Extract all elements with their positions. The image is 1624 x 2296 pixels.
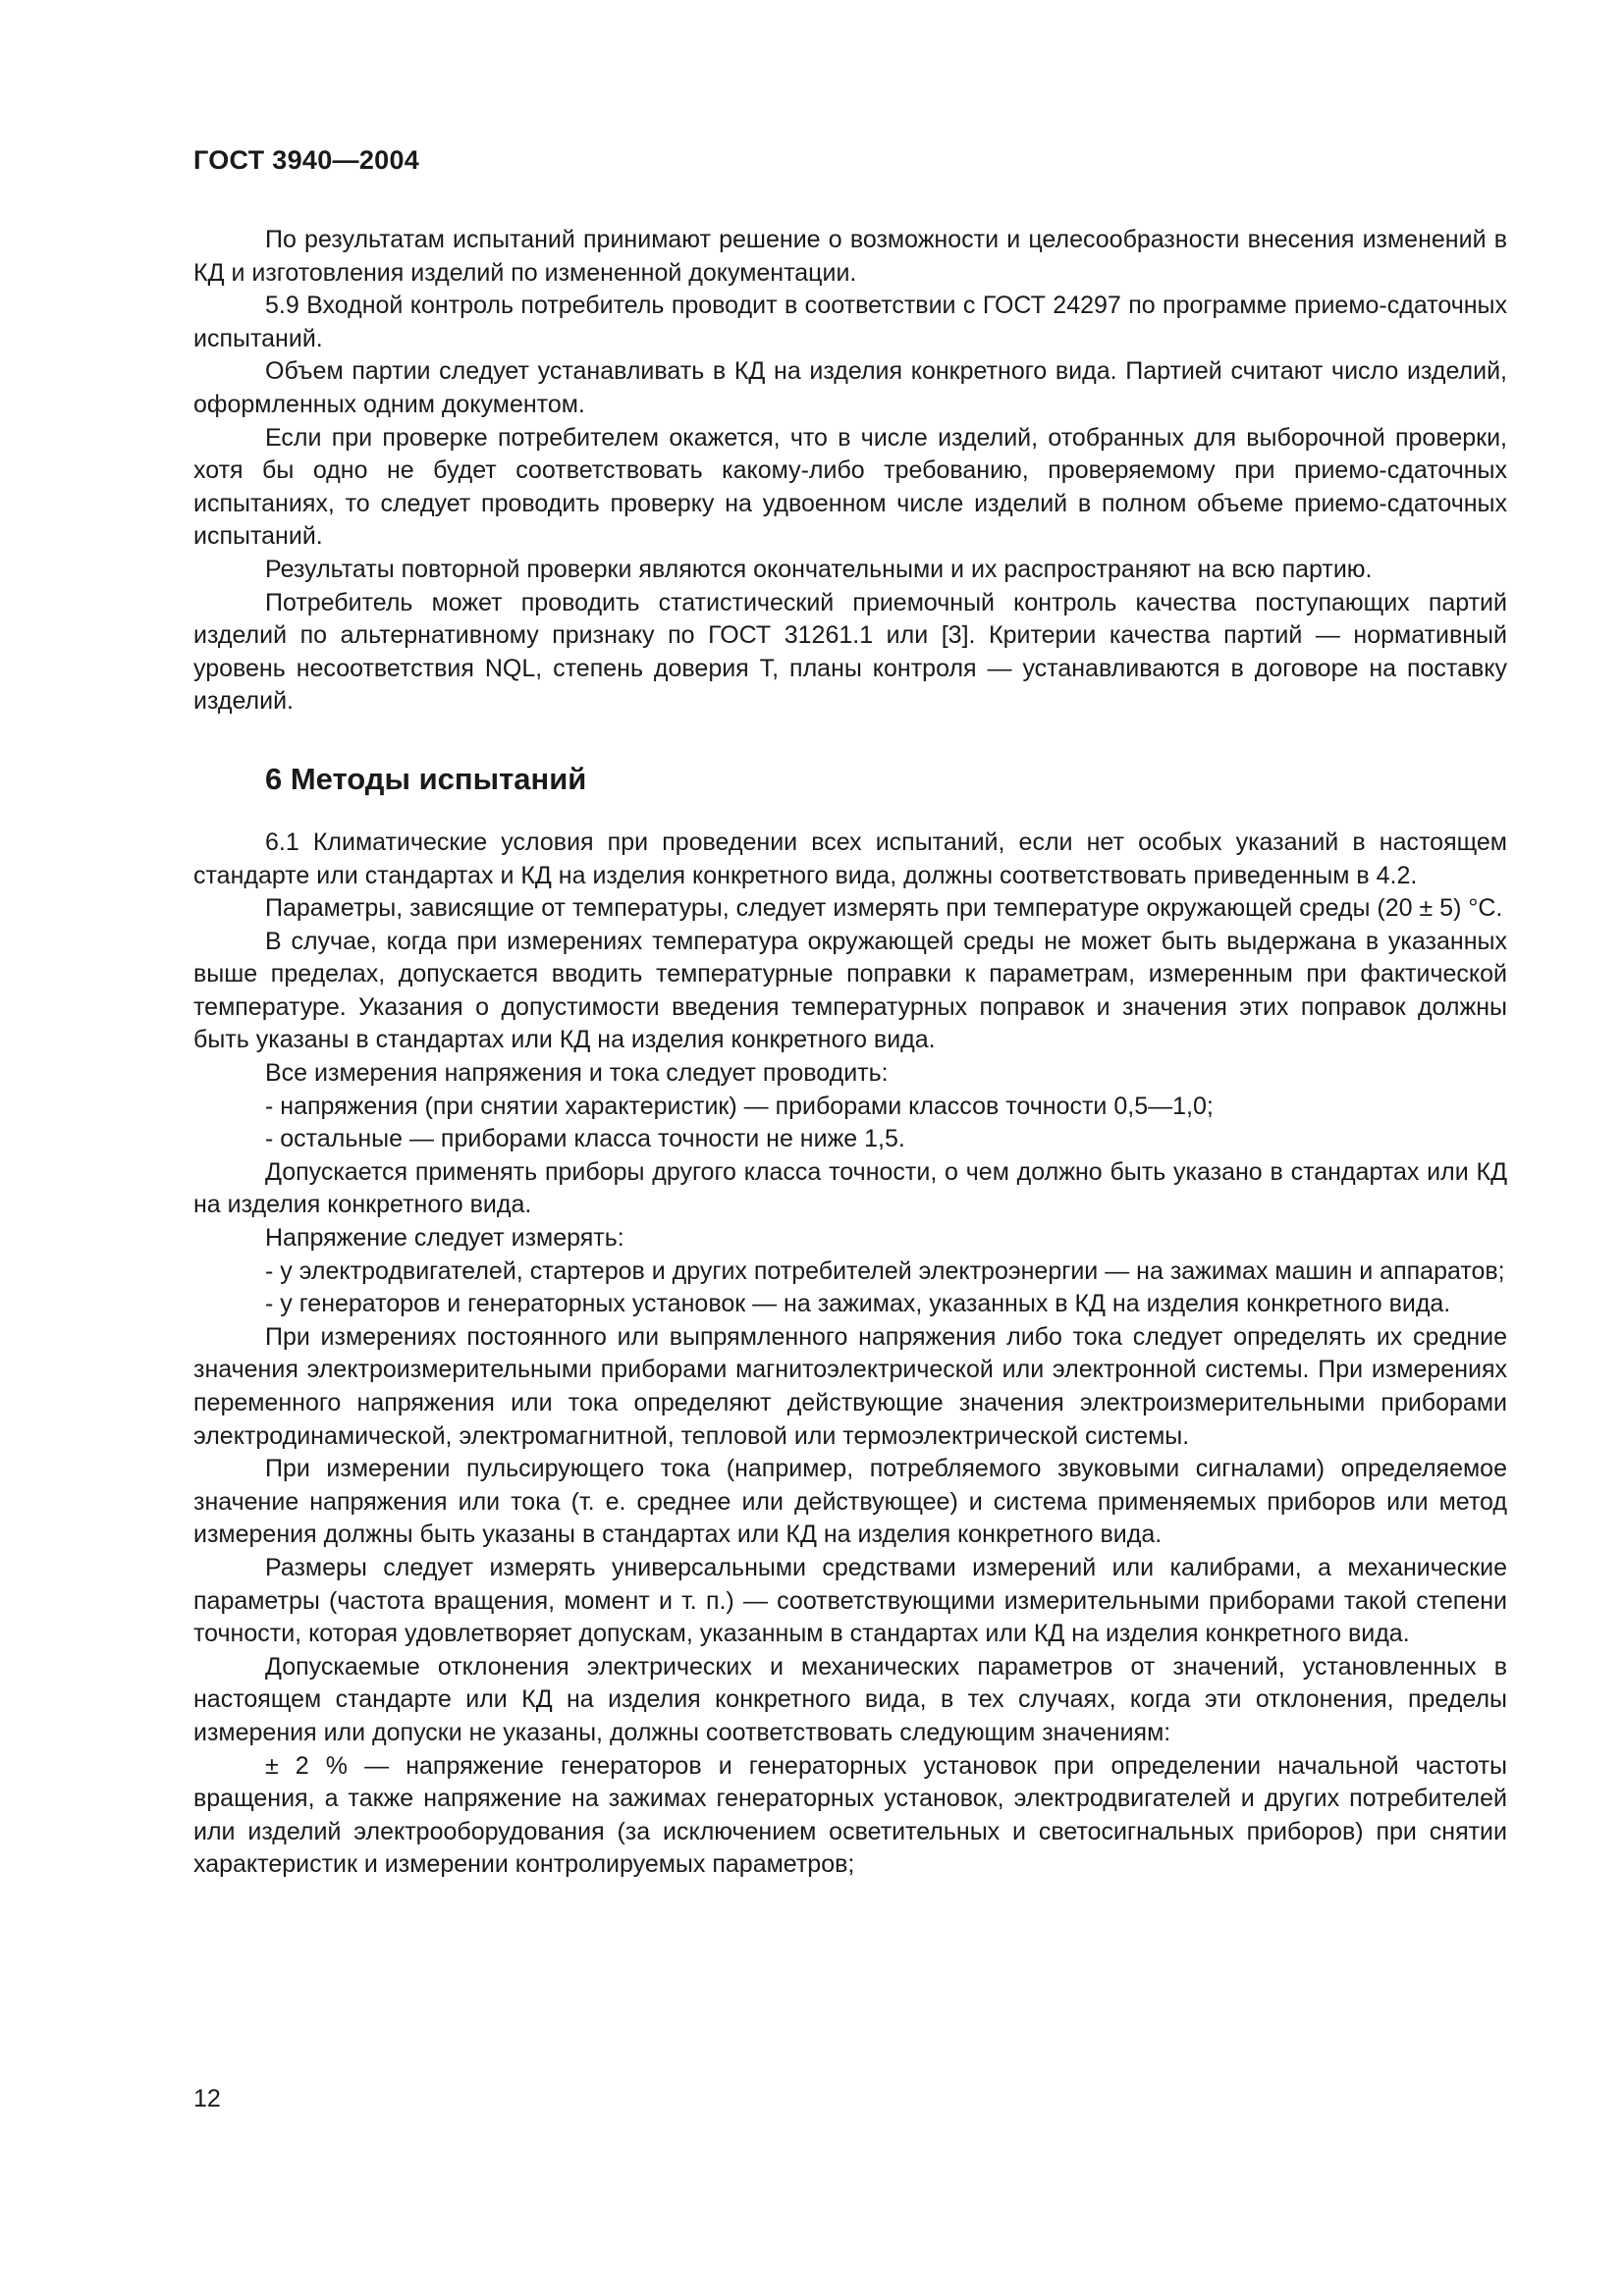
paragraph: Потребитель может проводить статистический приемочный контроль качества поступающих партий изделий по альтернативному признаку по ГОСТ 31261.1 или [3]. Критерии качества партий — нормативный уровень несоответствия NQL, степень доверия T, планы контроля — устанавливаются в договоре на поставку изделий. <box>193 588 1507 716</box>
paragraph: При измерениях постоянного или выпрямленного напряжения либо тока следует определять их средние значения электроизмерительными приборами магнитоэлектрической или электронной системы. При измерениях переменного напряжения или тока определяют действующие значения электроизмерительными приборами электродинамической, электромагнитной, тепловой или термоэлектрической системы. <box>193 1322 1507 1450</box>
paragraph: 6.1 Климатические условия при проведении всех испытаний, если нет особых указаний в настоящем стандарте или стандартах и КД на изделия конкретного вида, должны соответствовать приведенным в 4.2. <box>193 828 1507 889</box>
paragraph: Результаты повторной проверки являются окончательными и их распространяют на всю партию. <box>265 555 1373 583</box>
list-item: - у генераторов и генераторных установок — на зажимах, указанных в КД на изделия конкретного вида. <box>265 1290 1451 1318</box>
paragraph: Размеры следует измерять универсальными средствами измерений или калибрами, а механические параметры (частота вращения, момент и т. п.) — соответствующими измерительными приборами такой степени точности, которая удовлетворяет допускам, указанным в стандартах или КД на изделия конкретного вида. <box>193 1553 1507 1648</box>
paragraph: По результатам испытаний принимают решение о возможности и целесообразности внесения изменений в КД и изготовления изделий по измененной документации. <box>193 226 1507 287</box>
paragraph: В случае, когда при измерениях температура окружающей среды не может быть выдержана в указанных выше пределах, допускается вводить температурные поправки к параметрам, измеренным при фактической температуре. Указания о допустимости введения температурных поправок и значения этих поправок должны быть указаны в стандартах или КД на изделия конкретного вида. <box>193 927 1507 1054</box>
paragraph: Все измерения напряжения и тока следует проводить: <box>265 1059 889 1088</box>
document-code-header: ГОСТ 3940—2004 <box>193 145 420 175</box>
list-item: - напряжения (при снятии характеристик) — приборами классов точности 0,5—1,0; <box>265 1092 1214 1120</box>
paragraph: 5.9 Входной контроль потребитель проводит в соответствии с ГОСТ 24297 по программе приемо-сдаточных испытаний. <box>193 292 1507 352</box>
body-text <box>193 224 1507 1882</box>
page-number: 12 <box>193 2085 221 2112</box>
paragraph: Параметры, зависящие от температуры, следует измерять при температуре окружающей среды (20 ± 5) °С. <box>265 894 1503 923</box>
paragraph: Допускаемые отклонения электрических и механических параметров от значений, установленных в настоящем стандарте или КД на изделия конкретного вида, в тех случаях, когда эти отклонения, пределы измерения или допуски не указаны, должны соответствовать следующим значениям: <box>193 1652 1507 1746</box>
list-item: - у электродвигателей, стартеров и других потребителей электроэнергии — на зажимах машин и аппаратов; <box>265 1256 1505 1285</box>
paragraph: При измерении пульсирующего тока (например, потребляемого звуковыми сигналами) определяемое значение напряжения или тока (т. е. среднее или действующее) и система применяемых приборов или метод измерения должны быть указаны в стандартах или КД на изделия конкретного вида. <box>193 1455 1507 1549</box>
paragraph: Напряжение следует измерять: <box>265 1224 624 1253</box>
paragraph: Если при проверке потребителем окажется, что в числе изделий, отобранных для выборочной проверки, хотя бы одно не будет соответствовать какому-либо требованию, проверяемому при приемо-сдаточных испытаниях, то следует проводить проверку на удвоенном числе изделий в полном объеме приемо-сдаточных испытаний. <box>193 423 1507 551</box>
paragraph: ± 2 % — напряжение генераторов и генераторных установок при определении начальной частоты вращения, а также напряжение на зажимах генераторных установок, электродвигателей и других потребителей или изделий электрооборудования (за исключением осветительных и светосигнальных приборов) при снятии характеристик и измерении контролируемых параметров; <box>193 1751 1507 1879</box>
paragraph: Допускается применять приборы другого класса точности, о чем должно быть указано в стандартах или КД на изделия конкретного вида. <box>193 1157 1507 1219</box>
section-title: 6 Методы испытаний <box>265 761 587 796</box>
list-item: - остальные — приборами класса точности не ниже 1,5. <box>265 1125 905 1153</box>
paragraph: Объем партии следует устанавливать в КД на изделия конкретного вида. Партией считают число изделий, оформленных одним документом. <box>193 357 1507 418</box>
